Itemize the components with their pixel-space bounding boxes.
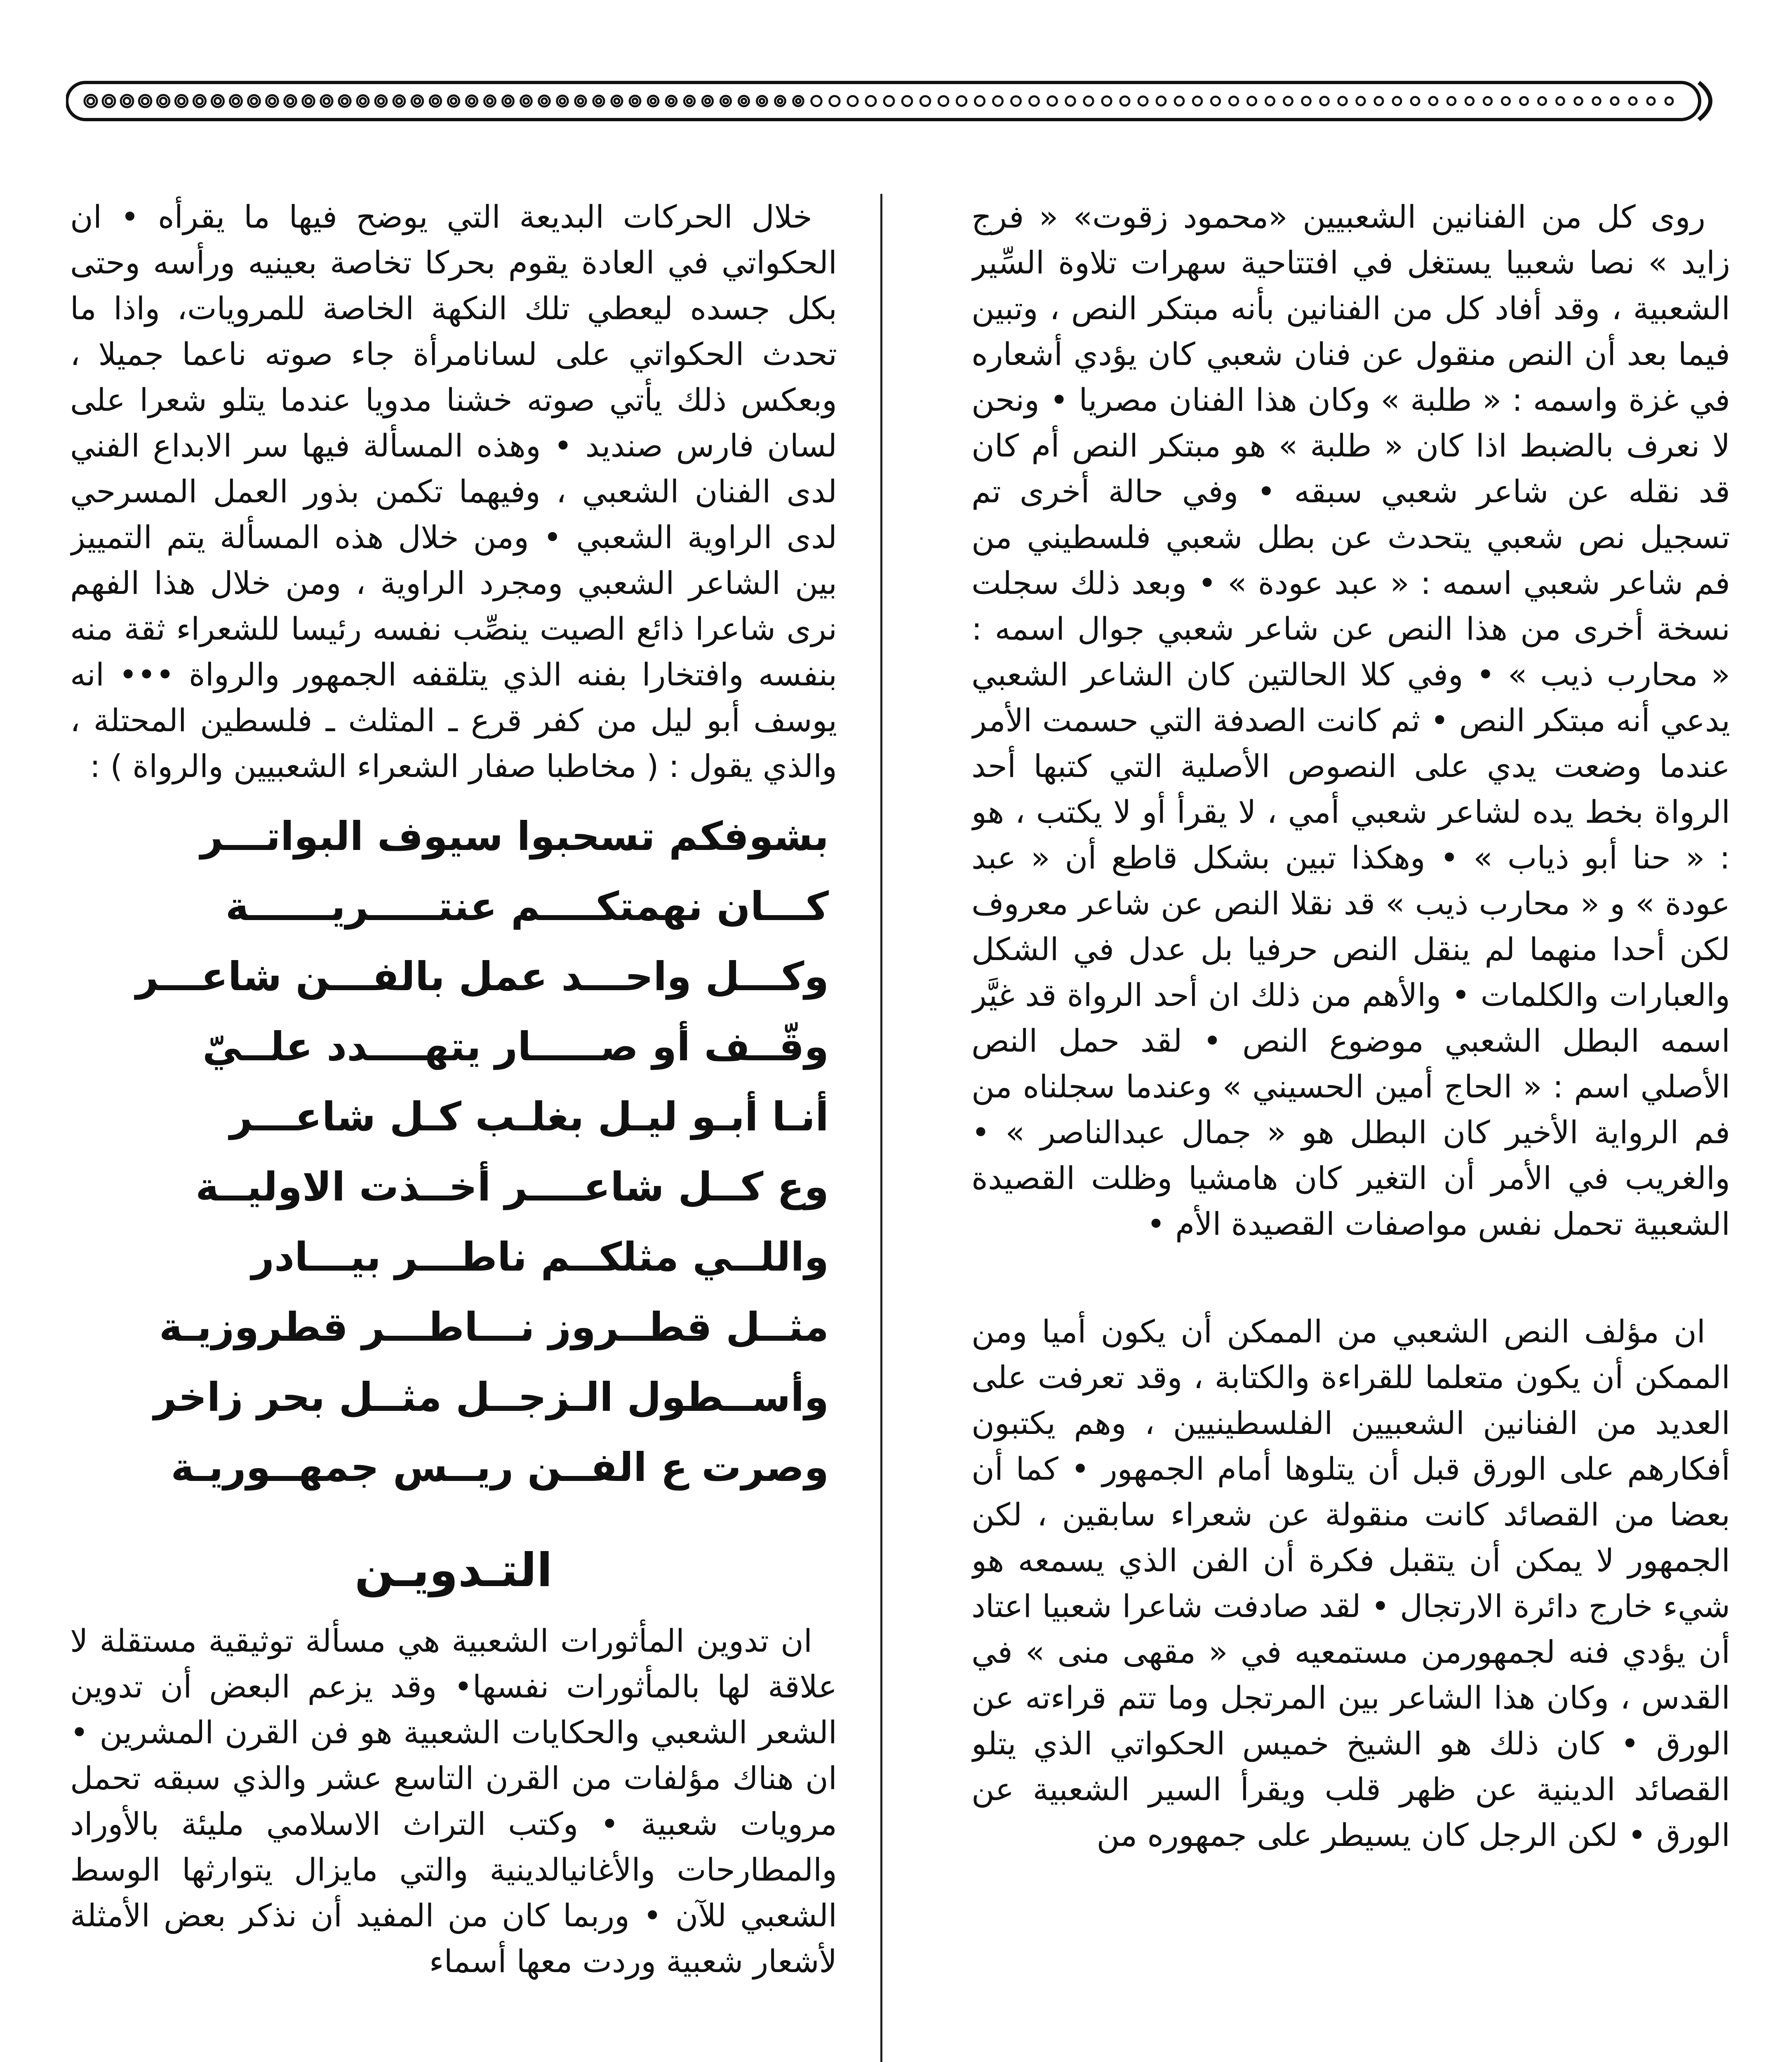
ornament-link-inner xyxy=(233,98,239,104)
ornament-link-inner xyxy=(378,98,384,104)
ornament-link xyxy=(430,95,441,106)
ornament-link xyxy=(811,96,821,106)
ornamental-top-border xyxy=(66,78,1724,124)
ornament-link xyxy=(1175,97,1184,106)
left-column xyxy=(70,194,837,2062)
ornament-link xyxy=(1229,97,1238,105)
ornament-link xyxy=(648,96,658,106)
ornament-link-inner xyxy=(306,98,311,104)
ornament-link-inner xyxy=(106,98,112,104)
ornament-link xyxy=(357,95,369,107)
ornament-link xyxy=(1211,97,1220,105)
ornament-link xyxy=(1302,97,1311,106)
ornament-link xyxy=(1611,97,1618,105)
ornament-link xyxy=(339,95,350,107)
ornament-link xyxy=(285,95,296,107)
verse-line: بشوفكم تسحبوا سيوف البواتـــر xyxy=(200,813,829,859)
ornament-link xyxy=(902,96,912,106)
ornament-link xyxy=(1647,97,1655,105)
ornament-link xyxy=(938,96,948,106)
verse-line: وقّــف أو صـــــار يتهــــدد علــيّ xyxy=(202,1024,829,1070)
ornament-link xyxy=(848,96,858,106)
ornament-link-inner xyxy=(506,99,511,104)
ornament-link xyxy=(557,96,568,106)
verse-line: وصرت ع الفــن ريــس جمهــوريـة xyxy=(171,1444,829,1490)
verse-line: كـــان نهمتكــــم عنتـــــريــــــة xyxy=(225,883,829,930)
ornament-link xyxy=(1138,97,1148,106)
ornament-link xyxy=(393,95,405,107)
ornament-link-inner xyxy=(614,99,619,104)
left-section-paragraph: ان تدوين المأثورات الشعبية هي مسألة توثيقية مستقلة لا علاقة لها بالمأثورات نفسها• وقد يزعم البعض أن تدوين الشعر الشعبي والحكايات الشعبية هو فن القرن المشرين • ان هناك مؤلفات من القرن التاسع عشر والذي سبقه تحمل مرويات شعبية • وكتب التراث الاسلامي مليئة بالأوراد والمطارحات والأغانيالدينية والتي مايزال يتوارثها الوسط الشعبي للآن • وربما كان من المفيد أن نذكر بعض الأمثلة لأشعار شعبية وردت معها أسماء xyxy=(70,1622,837,1980)
ornament-link xyxy=(1593,97,1600,105)
column-divider xyxy=(880,194,882,2062)
ornament-link-inner xyxy=(124,98,130,104)
ornament-link xyxy=(1357,97,1365,105)
ornament-link xyxy=(103,95,115,107)
ornament-link xyxy=(739,96,749,106)
ornament-link xyxy=(866,96,876,106)
ornament-link xyxy=(248,95,260,107)
ornament-link xyxy=(1411,97,1419,105)
ornament-link xyxy=(1284,97,1293,106)
ornament-link xyxy=(1338,97,1347,105)
ornament-link-inner xyxy=(269,98,275,104)
ornament-link xyxy=(1557,97,1564,105)
ornament-link-inner xyxy=(687,99,691,103)
ornament-link xyxy=(757,96,767,106)
ornament-link-inner xyxy=(542,99,547,104)
right-column xyxy=(971,194,1730,2062)
ornament-link-inner xyxy=(778,99,783,104)
ornament-link-inner xyxy=(396,98,402,104)
ornament-link xyxy=(1157,97,1166,106)
ornament-link-inner xyxy=(560,99,565,104)
section-heading-tadwin: التـدويـن xyxy=(355,1544,553,1597)
ornament-link xyxy=(1084,97,1093,106)
verse-line: أنـا أبـو ليـل بغلـب كـل شاعـــر xyxy=(230,1094,829,1140)
ornament-link xyxy=(1502,97,1510,105)
ornament-link xyxy=(230,95,242,107)
ornament-link xyxy=(830,96,840,106)
ornament-link xyxy=(139,95,151,107)
ornament-link xyxy=(1629,97,1637,105)
ornament-link xyxy=(720,96,731,106)
ornament-link-inner xyxy=(342,98,348,104)
ornament-link xyxy=(539,96,550,107)
ornament-link xyxy=(1048,97,1057,106)
ornament-link-inner xyxy=(760,99,764,104)
ornament-link xyxy=(1393,97,1401,105)
ornament-link-inner xyxy=(705,99,710,103)
right-paragraph-2: ان مؤلف النص الشعبي من الممكن أن يكون أميا ومن الممكن أن يكون متعلما للقراءة والكتابة ، وقد تعرفت على العديد من الفنانين الشعبيين الفلسطينيين ، وهم يكتبون أفكارهم على الورق قبل أن يتلوها أمام الجمهور • كما أن بعضا من القصائد كانت منقولة عن شعراء سابقين ، لكن الجمهور لا يمكن أن يتقبل فكرة أن الفن الذي يسمعه هو شيء خارج دائرة الارتجال • لقد صادفت شاعرا شعبيا اعتاد أن يؤدي فنه لجمهورمن مستمعيه في « مقهى منى » في القدس ، وكان هذا الشاعر بين المرتجل وما تتم قراءته عن الورق • كان ذلك هو الشيخ خميس الحكواتي الذي يتلو القصائد الدينية عن ظهر قلب ويقرأ السير الشعبية عن الورق • لكن الرجل كان يسيطر على جمهوره من xyxy=(971,1313,1730,1853)
ornament-link xyxy=(1465,97,1473,105)
ornament-link-inner xyxy=(178,98,184,104)
ornament-link-inner xyxy=(796,99,801,104)
ornament-link-inner xyxy=(287,98,293,104)
right-paragraph-1: روى كل من الفنانين الشعبيين «محمود زقوت» « فرج زايد » نصا شعبيا يستغل في افتتاحية سهرات تلاوة السِّير الشعبية ، وقد أفاد كل من الفنانين بأنه مبتكر النص ، وتبين فيما بعد أن النص منقول عن فنان شعبي كان يؤدي أشعاره في غزة واسمه : « طلبة » وكان هذا الفنان مصريا • ونحن لا نعرف بالضبط اذا كان « طلبة » هو مبتكر النص أم كان قد نقله عن شاعر شعبي سبقه • وفي حالة أخرى تم تسجيل نص شعبي يتحدث عن بطل شعبي فلسطيني من فم شاعر شعبي اسمه : « عبد عودة » • وبعد ذلك سجلت نسخة أخرى من هذا النص عن شاعر شعبي جوال اسمه : « محارب ذيب » • وفي كلا الحالتين كان الشاعر الشعبي يدعي أنه مبتكر النص • ثم كانت الصدفة التي حسمت الأمر عندما وضعت يدي على النصوص الأصلية التي كتبها أحد الرواة بخط يده لشاعر شعبي أمي ، لا يقرأ أو لا يكتب ، هو : « حنا أبو ذياب » • وهكذا تبين بشكل قاطع أن « عبد عودة » و « محارب ذيب » قد نقلا النص عن شاعر معروف لكن أحدا منهما لم ينقل النص حرفيا بل عدل في الشكل والعبارات والكلمات • والأهم من ذلك ان أحد الرواة قد غيَّر اسمه البطل الشعبي موضوع النص • لقد حمل النص الأصلي اسم : « الحاج أمين الحسيني » وعندما سجلناه من فم الرواية الأخير كان البطل هو « جمال عبدالناصر » • والغريب في الأمر أن التغير كان هامشيا وظلت القصيدة الشعبية تحمل نفس مواصفات القصيدة الأم • xyxy=(971,198,1730,1242)
ornament-link-inner xyxy=(742,99,746,104)
verse-line: وكـــل واحـــد عمل بالفـــن شاعـــر xyxy=(136,953,829,1000)
paragraph-gap xyxy=(971,1247,1730,1309)
ornament-link-inner xyxy=(433,98,438,104)
ornament-link-inner xyxy=(469,98,474,104)
ornament-link xyxy=(521,96,532,107)
ornament-link-inner xyxy=(414,98,420,104)
ornament-link xyxy=(575,96,586,106)
ornament-link xyxy=(375,95,387,107)
ornament-link xyxy=(975,96,984,106)
ornament-link-inner xyxy=(160,98,166,104)
ornament-link xyxy=(1247,97,1256,105)
ornament-link xyxy=(611,96,622,106)
ornament-link-inner xyxy=(196,98,202,104)
ornament-link xyxy=(630,96,640,106)
verse-line: وأســطول الـزجــل مثــل بحر زاخر xyxy=(153,1374,829,1420)
ornament-link xyxy=(1665,97,1673,105)
ornament-link xyxy=(121,95,133,107)
ornament-link xyxy=(321,95,332,107)
ornament-link-inner xyxy=(596,99,601,104)
ornament-link xyxy=(412,95,423,106)
ornament-link xyxy=(1375,97,1383,105)
ornament-link xyxy=(1266,97,1275,106)
ornament-link xyxy=(793,96,804,106)
ornament-link xyxy=(175,95,187,107)
ornament-link xyxy=(1320,97,1329,105)
ornament-link xyxy=(1011,97,1021,106)
ornament-link xyxy=(266,95,278,107)
ornament-link-inner xyxy=(324,98,329,104)
ornament-link xyxy=(193,95,205,107)
ornament-link-inner xyxy=(524,99,529,104)
ornament-link xyxy=(1538,97,1546,105)
ornament-link-inner xyxy=(651,99,656,104)
ornament-link-inner xyxy=(578,99,583,104)
verse-line: واللــي مثلكــم ناطـــر بيـــادر xyxy=(251,1234,829,1280)
ornament-link xyxy=(503,96,514,107)
ornament-link xyxy=(775,96,785,106)
ornament-link xyxy=(157,95,169,107)
ornament-link-inner xyxy=(214,98,221,104)
ornament-link xyxy=(212,95,223,107)
ornament-link xyxy=(957,96,966,106)
ornament-link xyxy=(684,96,694,106)
ornament-link-inner xyxy=(451,98,456,104)
ornament-link xyxy=(702,96,713,106)
ornament-link xyxy=(666,96,677,106)
verse-line: وع كــل شاعــــر أخــذت الاوليــة xyxy=(195,1164,829,1210)
ornament-link xyxy=(1102,97,1111,106)
ornament-link xyxy=(1429,97,1437,105)
ornament-link xyxy=(920,96,930,106)
poem-verses xyxy=(70,801,837,1502)
ornament-link xyxy=(484,96,496,107)
ornament-link-inner xyxy=(360,98,366,104)
ornament-link xyxy=(993,97,1003,106)
ornament-link xyxy=(1575,97,1583,105)
ornament-link xyxy=(448,95,459,106)
ornament-link xyxy=(1193,97,1202,105)
ornament-link xyxy=(303,95,314,107)
ornament-link xyxy=(1484,97,1491,105)
ornament-link xyxy=(1030,97,1039,106)
ornament-link xyxy=(1120,97,1129,106)
ornament-link-inner xyxy=(487,99,493,104)
ornament-link-inner xyxy=(633,99,637,104)
ornament-link-inner xyxy=(669,99,674,104)
verse-line: مثــل قطــروز نـــاطـــر قطروزيـة xyxy=(159,1304,829,1350)
ornament-link-inner xyxy=(87,98,94,104)
ornament-link-inner xyxy=(723,99,728,103)
ornament-link-inner xyxy=(251,98,257,104)
ornament-link xyxy=(1066,97,1075,106)
ornament-link-inner xyxy=(142,98,148,104)
ornament-link xyxy=(884,96,894,106)
left-intro-paragraph: خلال الحركات البديعة التي يوضح فيها ما يقرأه • ان الحكواتي في العادة يقوم بحركا تخاصة بعينيه ورأسه وحتى بكل جسده ليعطي تلك النكهة الخاصة للمرويات، واذا ما تحدث الحكواتي على لسانامرأة جاء صوته ناعما جميلا ، وبعكس ذلك يأتي صوته خشنا مدويا عندما يتلو شعرا على لسان فارس صنديد • وهذه المسألة فيها سر الابداع الفني لدى الفنان الشعبي ، وفيهما تكمن بذور العمل المسرحي لدى الراوية الشعبي • ومن خلال هذه المسألة يتم التمييز بين الشاعر الشعبي ومجرد الراوية ، ومن خلال هذا الفهم نرى شاعرا ذائع الصيت ينصِّب نفسه رئيسا للشعراء ثقة منه بنفسه وافتخارا بفنه الذي يتلقفه الجمهور والرواة ••• انه يوسف أبو ليل من كفر قرع ـ المثلث ـ فلسطين المحتلة ، والذي يقول : ( مخاطبا صفار الشعراء الشعبيين والرواة ) : xyxy=(70,198,837,784)
ornament-link xyxy=(1520,97,1528,105)
ornament-link xyxy=(1447,97,1456,105)
ornament-link xyxy=(593,96,604,106)
ornament-link xyxy=(466,95,477,106)
